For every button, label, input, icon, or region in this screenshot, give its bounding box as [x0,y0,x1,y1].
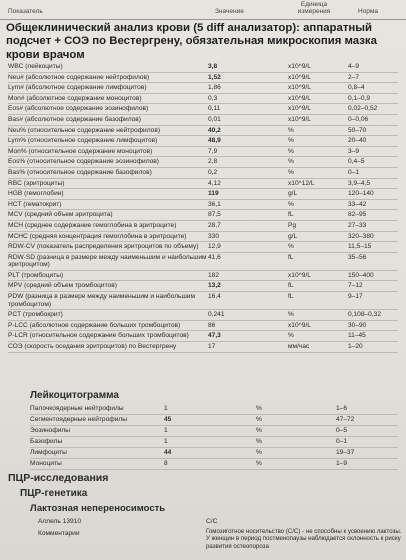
table-row [8,220,398,231]
cell-value: 119 [208,189,288,200]
cell-value: 1,52 [208,72,288,83]
table-row [8,114,398,125]
cell-value: 36,1 [208,199,288,210]
cell-name: Eos% (относительное содержание эозинофилов) [8,157,208,168]
cell-norm: 11–45 [348,331,398,342]
cell-name: Neu# (абсолютное содержание нейтрофилов) [8,72,208,83]
table-row [8,125,398,136]
table-row [8,178,398,189]
cell-name: PLT (тромбоциты) [8,270,208,281]
cell-value: 2,8 [208,157,288,168]
cell-value: 28,7 [208,220,288,231]
cell-unit: % [256,415,336,426]
cell-name: Lym% (относительное содержание лимфоцитов) [8,136,208,147]
cell-norm: 20–40 [348,136,398,147]
table-row [8,93,398,104]
cell-name: P-LCC (абсолютное содержание больших тромбоцитов) [8,320,208,331]
cell-name: RBC (эритроциты) [8,178,208,189]
pcr-title: ПЦР-исследования [8,472,109,484]
cell-value: 86 [208,320,288,331]
cell-norm: 120–140 [348,189,398,200]
cell-norm: 33–42 [348,199,398,210]
leukogram-title: Лейкоцитограмма [30,390,119,401]
table-row [8,270,398,281]
cell-value: 0,3 [208,93,288,104]
header-value: Значение [215,8,244,15]
cell-name: Палочкоядерные нейтрофилы [30,404,164,415]
cell-norm: 0,1–0,9 [348,93,398,104]
cell-name: Bas% (относительное содержание базофилов) [8,167,208,178]
cell-name: WBC (лейкоциты) [8,62,208,72]
cell-norm: 30–90 [348,320,398,331]
table-row [8,83,398,94]
cell-unit: % [288,136,348,147]
cell-norm: 7–12 [348,281,398,292]
cell-value: 1 [164,437,256,448]
cell-norm: 3,9–4,5 [348,178,398,189]
cell-name: СОЭ (скорость оседания эритроцитов) по Вестергрену [8,342,208,353]
cell-value: 17 [208,342,288,353]
table-row [8,331,398,342]
cell-unit: fL [288,292,348,310]
header-name: Показатель [8,8,43,15]
table-row [8,72,398,83]
cell-norm: 3–9 [348,146,398,157]
cell-value: 8 [164,459,256,470]
cell-name: RDW-SD (разница в размере между наименьшим и наибольшим эритроцитом) [8,252,208,270]
cell-norm: 11,5–15 [348,242,398,253]
allele-label: Аллель 13910 [38,518,81,525]
cell-unit: x10^9/L [288,72,348,83]
cell-value: 0,01 [208,114,288,125]
table-row [30,415,398,426]
cell-unit: x10^9/L [288,93,348,104]
table-header [0,0,406,20]
cell-name: P-LCR (относительное содержание больших тромбоцитов) [8,331,208,342]
header-unit: Единица измерения [297,1,331,15]
cell-unit: % [256,448,336,459]
cell-unit: % [288,242,348,253]
cell-name: MCV (средний объем эритроцита) [8,210,208,221]
cell-name: Bas# (абсолютное содержание базофилов) [8,114,208,125]
cell-name: Lym# (абсолютное содержание лимфоцитов) [8,83,208,94]
cell-unit: % [288,146,348,157]
cell-value: 7,9 [208,146,288,157]
cell-norm: 1–6 [336,404,398,415]
cell-unit: x10^9/L [288,114,348,125]
cell-norm: 0–1 [336,437,398,448]
cell-norm: 50–70 [348,125,398,136]
report-title: Общеклинический анализ крови (5 diff анализатор): аппаратный подсчет + СОЭ по Вестергрену, обязательная микроскопия мазка крови врачом [6,22,377,61]
cell-norm: 1–9 [336,459,398,470]
cell-name: Базофилы [30,437,164,448]
cell-value: 0,2 [208,167,288,178]
cell-unit: x10^12/L [288,178,348,189]
cell-name: PDW (разница в размере между наименьшим и наибольшим тромбоцитом) [8,292,208,310]
cell-name: MPV (средний объем тромбоцитов) [8,281,208,292]
cell-value: 1,86 [208,83,288,94]
header-divider [0,19,406,20]
blood-results-table [8,62,398,353]
cell-unit: g/L [288,189,348,200]
cell-unit: % [256,459,336,470]
cell-name: Лимфоциты [30,448,164,459]
cell-name: Эозинофилы [30,426,164,437]
table-row [30,437,398,448]
cell-norm: 19–37 [336,448,398,459]
cell-value: 40,2 [208,125,288,136]
table-row [8,242,398,253]
table-row [30,459,398,470]
table-row [8,342,398,353]
cell-value: 47,3 [208,331,288,342]
cell-value: 0,241 [208,310,288,321]
cell-unit: fL [288,210,348,221]
cell-unit: мм/час [288,342,348,353]
table-row [8,210,398,221]
pcr-subtitle: ПЦР-генетика [20,488,88,499]
cell-name: Neu% (относительное содержание нейтрофилов) [8,125,208,136]
cell-unit: g/L [288,231,348,242]
cell-norm: 0–5 [336,426,398,437]
table-row [8,167,398,178]
cell-unit: % [256,426,336,437]
cell-unit: fL [288,252,348,270]
comments-value: Гомозиготное носительство (С/С) - не способны к усвоению лактозы. У женщин в период постменопаузы наблюдается склонность к риску развития остеопороза [206,528,402,550]
cell-norm: 0–0,06 [348,114,398,125]
cell-unit: x10^9/L [288,83,348,94]
cell-unit: fL [288,281,348,292]
cell-unit: % [288,167,348,178]
table-row [30,404,398,415]
cell-value: 1 [164,426,256,437]
cell-name: Mon# (абсолютное содержание моноцитов) [8,93,208,104]
cell-name: MCH (среднее содержание гемоглобина в эритроците) [8,220,208,231]
table-row [8,292,398,310]
cell-norm: 82–95 [348,210,398,221]
cell-unit: x10^9/L [288,62,348,72]
table-row [30,448,398,459]
cell-name: PCT (тромбокрит) [8,310,208,321]
table-row [8,104,398,115]
cell-value: 45 [164,415,256,426]
table-row [8,199,398,210]
cell-unit: % [256,404,336,415]
cell-norm: 0,108–0,32 [348,310,398,321]
table-row [8,252,398,270]
cell-unit: Pg [288,220,348,231]
cell-norm: 2–7 [348,72,398,83]
table-row [8,157,398,168]
cell-value: 48,9 [208,136,288,147]
leukogram-table [30,404,398,470]
lactose-test-title: Лактозная непереносимость [30,503,166,514]
cell-unit: % [288,199,348,210]
cell-unit: x10^9/L [288,270,348,281]
cell-norm: 35–56 [348,252,398,270]
cell-norm: 9–17 [348,292,398,310]
table-row [30,426,398,437]
cell-unit: x10^9/L [288,320,348,331]
cell-unit: % [288,331,348,342]
table-row [8,189,398,200]
table-row [8,62,398,72]
cell-name: Сегментоядерные нейтрофилы [30,415,164,426]
cell-norm: 0,02–0,52 [348,104,398,115]
cell-value: 87,5 [208,210,288,221]
cell-norm: 0,8–4 [348,83,398,94]
cell-value: 182 [208,270,288,281]
comments-label: Комментарии [38,530,80,537]
allele-value: C/C [206,518,218,525]
cell-value: 1 [164,404,256,415]
cell-unit: x10^9/L [288,104,348,115]
cell-norm: 4–9 [348,62,398,72]
cell-norm: 47–72 [336,415,398,426]
table-row [8,320,398,331]
cell-norm: 0–1 [348,167,398,178]
cell-unit: % [288,310,348,321]
cell-name: Eos# (абсолютное содержание эозинофилов) [8,104,208,115]
cell-name: Моноциты [30,459,164,470]
cell-unit: % [288,125,348,136]
table-row [8,310,398,321]
cell-value: 0,11 [208,104,288,115]
table-row [8,231,398,242]
cell-value: 3,8 [208,62,288,72]
cell-norm: 27–33 [348,220,398,231]
cell-name: MCHC (средняя концентрация гемоглобина в эритроците) [8,231,208,242]
table-row [8,136,398,147]
cell-value: 41,6 [208,252,288,270]
cell-norm: 320–380 [348,231,398,242]
cell-value: 330 [208,231,288,242]
header-norm: Норма [358,8,379,15]
cell-norm: 1–20 [348,342,398,353]
cell-value: 44 [164,448,256,459]
cell-value: 16,4 [208,292,288,310]
cell-name: Mon% (относительное содержание моноцитов) [8,146,208,157]
table-row [8,146,398,157]
cell-name: HCT (гематокрит) [8,199,208,210]
cell-value: 4,12 [208,178,288,189]
cell-unit: % [288,157,348,168]
cell-name: HGB (гемоглобин) [8,189,208,200]
cell-value: 12,9 [208,242,288,253]
table-row [8,281,398,292]
cell-name: RDW-CV (показатель распределения эритроцитов по объему) [8,242,208,253]
cell-unit: % [256,437,336,448]
cell-norm: 0,4–5 [348,157,398,168]
cell-norm: 150–400 [348,270,398,281]
cell-value: 13,2 [208,281,288,292]
